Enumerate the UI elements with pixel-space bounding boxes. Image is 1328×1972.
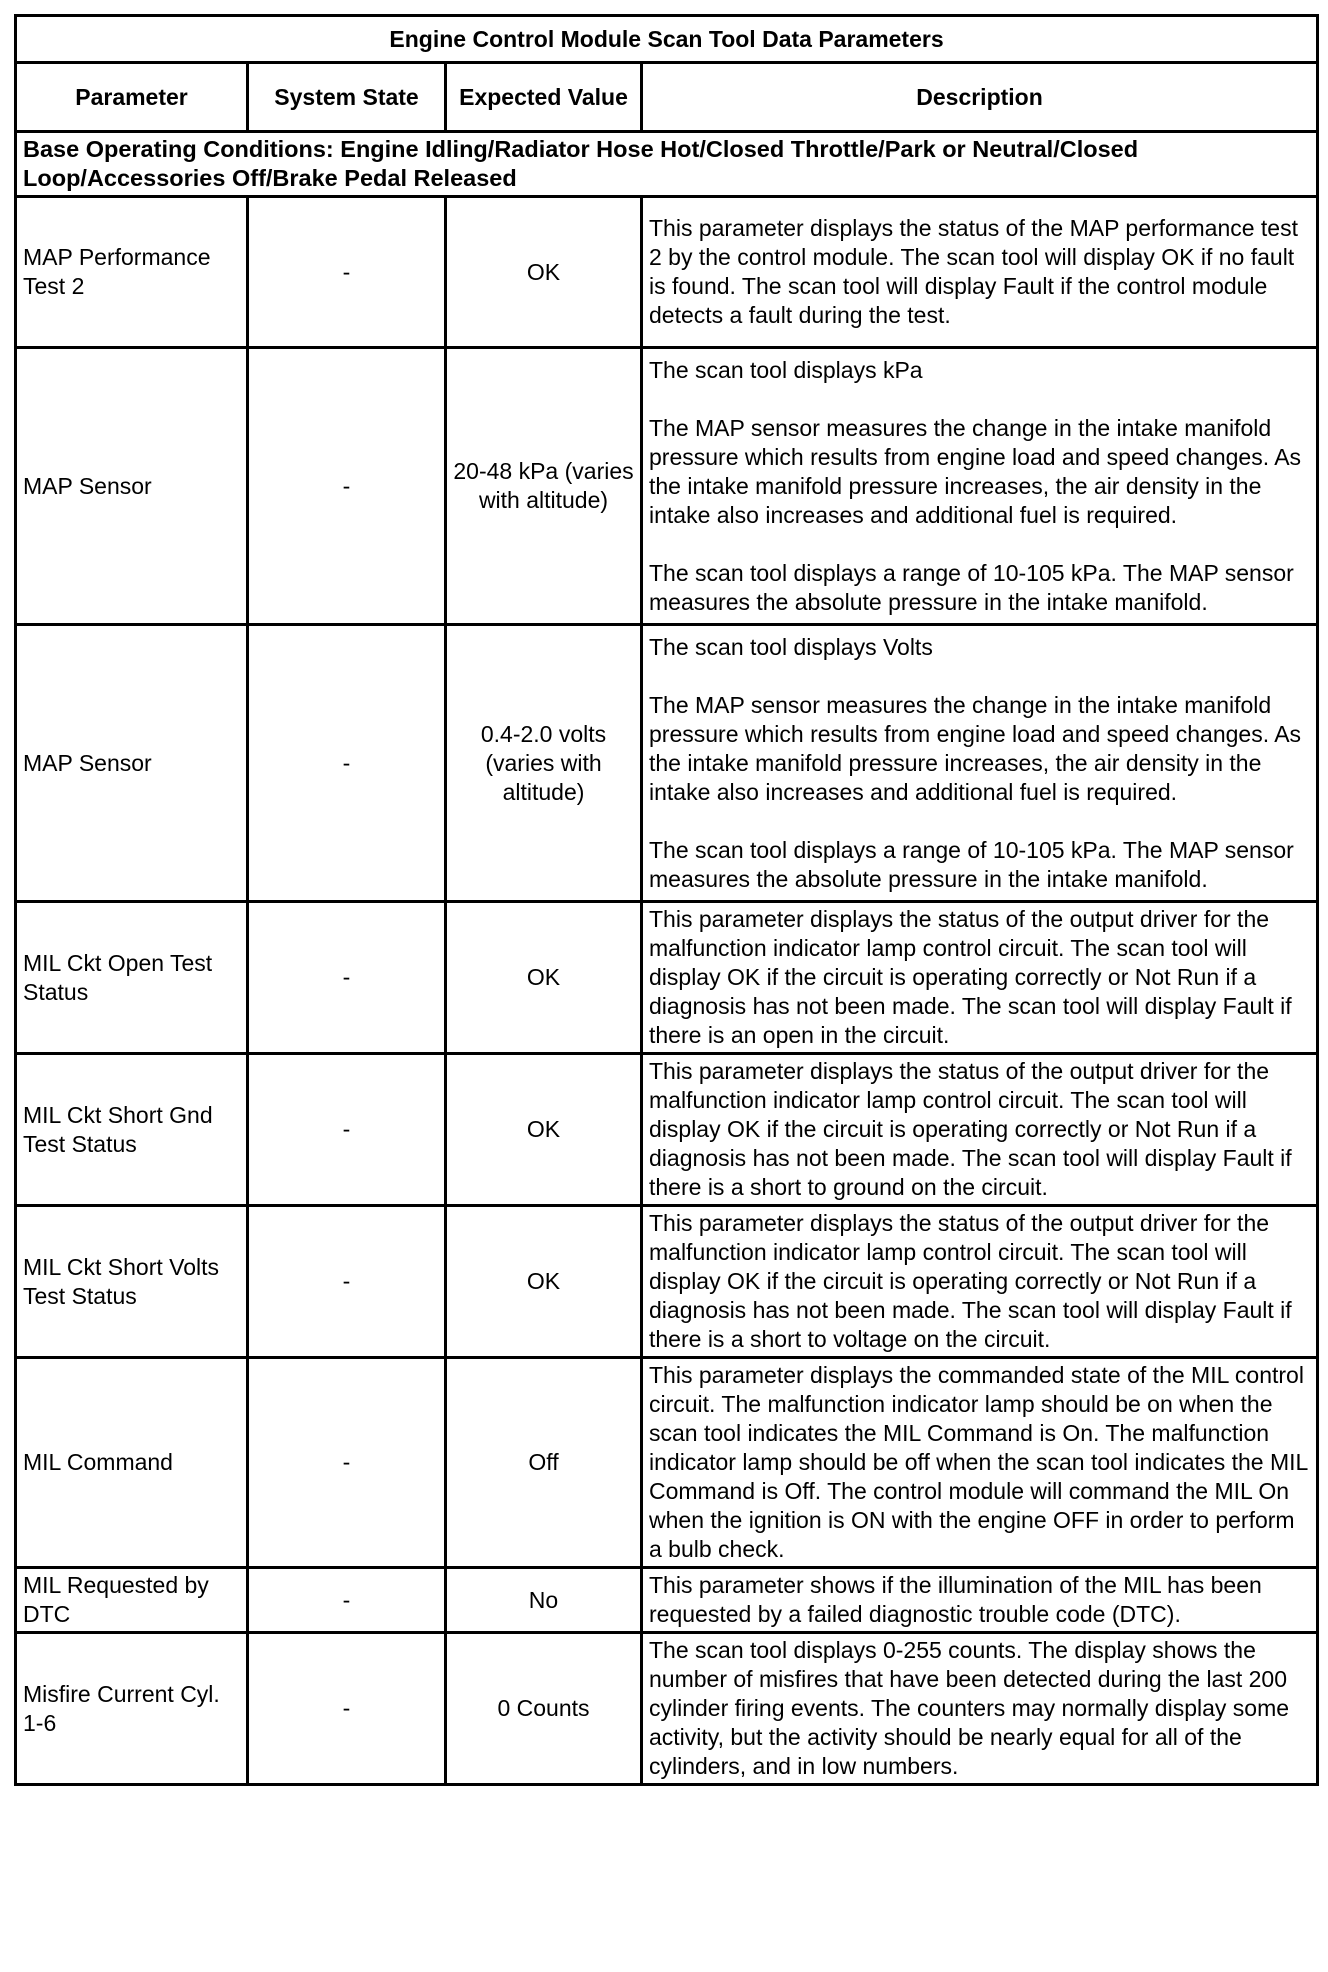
description-paragraph: The scan tool displays a range of 10-105 kPa. The MAP sensor measures the absolute pressure in the intake manifold.: [649, 836, 1294, 892]
system-state-cell: -: [248, 1206, 446, 1358]
system-state-cell: -: [248, 197, 446, 348]
description-paragraph: The scan tool displays 0-255 counts. The display shows the number of misfires that have been detected during the last 200 cylinder firing events. The counters may normally display some activity, but the activity should be nearly equal for all of the cylinders, and in low numbers.: [649, 1637, 1290, 1779]
parameter-cell: MIL Ckt Short Gnd Test Status: [16, 1054, 248, 1206]
header-parameter: Parameter: [16, 63, 248, 132]
expected-value-cell: OK: [446, 197, 642, 348]
column-header-row: [16, 63, 1318, 132]
table-row: [16, 348, 1318, 625]
table-row: [16, 902, 1318, 1054]
scan-tool-parameters-table: [14, 14, 1319, 1786]
expected-value-cell: OK: [446, 1206, 642, 1358]
system-state-cell: -: [248, 1358, 446, 1568]
description-paragraph: This parameter displays the status of the output driver for the malfunction indicator lamp control circuit. The scan tool will display OK if the circuit is operating correctly or Not Run if a diagnosis has not been made. The scan tool will display Fault if there is an open in the circuit.: [649, 906, 1292, 1048]
description-cell: [642, 197, 1318, 348]
description-paragraph: The MAP sensor measures the change in the intake manifold pressure which results from engine load and speed changes. As the intake manifold pressure increases, the air density in the intake also increases and additional fuel is required.: [649, 691, 1302, 805]
table-body: [16, 132, 1318, 1785]
expected-value-cell: Off: [446, 1358, 642, 1568]
description-cell: [642, 1054, 1318, 1206]
table-title-row: [16, 16, 1318, 63]
expected-value-cell: 20-48 kPa (varies with altitude): [446, 348, 642, 625]
table-title: Engine Control Module Scan Tool Data Parameters: [16, 16, 1318, 63]
header-system-state: System State: [248, 63, 446, 132]
description-cell: [642, 902, 1318, 1054]
description-cell: [642, 1633, 1318, 1785]
parameter-cell: MIL Ckt Open Test Status: [16, 902, 248, 1054]
base-operating-conditions: Base Operating Conditions: Engine Idling/Radiator Hose Hot/Closed Throttle/Park or Neutral/Closed Loop/Accessories Off/Brake Pedal Released: [16, 132, 1318, 197]
table-row: [16, 1054, 1318, 1206]
table-row: [16, 625, 1318, 902]
expected-value-cell: 0.4-2.0 volts (varies with altitude): [446, 625, 642, 902]
system-state-cell: -: [248, 1633, 446, 1785]
parameter-cell: MIL Command: [16, 1358, 248, 1568]
header-expected-value: Expected Value: [446, 63, 642, 132]
expected-value-cell: OK: [446, 902, 642, 1054]
document-page: [14, 14, 1316, 1786]
description-paragraph: This parameter displays the status of the output driver for the malfunction indicator lamp control circuit. The scan tool will display OK if the circuit is operating correctly or Not Run if a diagnosis has not been made. The scan tool will display Fault if there is a short to voltage on the circuit.: [649, 1210, 1292, 1352]
parameter-cell: MIL Ckt Short Volts Test Status: [16, 1206, 248, 1358]
table-row: [16, 1206, 1318, 1358]
system-state-cell: -: [248, 1054, 446, 1206]
parameter-cell: MAP Performance Test 2: [16, 197, 248, 348]
description-paragraph: The MAP sensor measures the change in the intake manifold pressure which results from engine load and speed changes. As the intake manifold pressure increases, the air density in the intake also increases and additional fuel is required.: [649, 414, 1302, 528]
description-paragraph: This parameter displays the status of the MAP performance test 2 by the control module. The scan tool will display OK if no fault is found. The scan tool will display Fault if the control module detects a fault during the test.: [649, 215, 1298, 328]
description-cell: [642, 1568, 1318, 1633]
system-state-cell: -: [248, 348, 446, 625]
header-description: Description: [642, 63, 1318, 132]
description-paragraph: The scan tool displays kPa: [649, 356, 923, 383]
system-state-cell: -: [248, 625, 446, 902]
description-paragraph: This parameter displays the status of the output driver for the malfunction indicator lamp control circuit. The scan tool will display OK if the circuit is operating correctly or Not Run if a diagnosis has not been made. The scan tool will display Fault if there is a short to ground on the circuit.: [649, 1058, 1292, 1200]
description-cell: [642, 1206, 1318, 1358]
description-cell: [642, 1358, 1318, 1568]
base-conditions-row: [16, 132, 1318, 197]
expected-value-cell: 0 Counts: [446, 1633, 642, 1785]
parameter-cell: MAP Sensor: [16, 348, 248, 625]
table-row: [16, 1568, 1318, 1633]
parameter-cell: MAP Sensor: [16, 625, 248, 902]
description-paragraph: The scan tool displays Volts: [649, 633, 933, 660]
table-row: [16, 1633, 1318, 1785]
expected-value-cell: OK: [446, 1054, 642, 1206]
parameter-cell: Misfire Current Cyl. 1-6: [16, 1633, 248, 1785]
system-state-cell: -: [248, 902, 446, 1054]
system-state-cell: -: [248, 1568, 446, 1633]
description-cell: [642, 348, 1318, 625]
description-paragraph: This parameter shows if the illumination of the MIL has been requested by a failed diagnostic trouble code (DTC).: [649, 1572, 1262, 1627]
parameter-cell: MIL Requested by DTC: [16, 1568, 248, 1633]
table-row: [16, 197, 1318, 348]
description-paragraph: This parameter displays the commanded state of the MIL control circuit. The malfunction indicator lamp should be on when the scan tool indicates the MIL Command is On. The malfunction indicator lamp should be off when the scan tool indicates the MIL Command is Off. The control module will command the MIL On when the ignition is ON with the engine OFF in order to perform a bulb check.: [649, 1362, 1308, 1562]
table-row: [16, 1358, 1318, 1568]
description-cell: [642, 625, 1318, 902]
expected-value-cell: No: [446, 1568, 642, 1633]
description-paragraph: The scan tool displays a range of 10-105 kPa. The MAP sensor measures the absolute pressure in the intake manifold.: [649, 559, 1294, 615]
